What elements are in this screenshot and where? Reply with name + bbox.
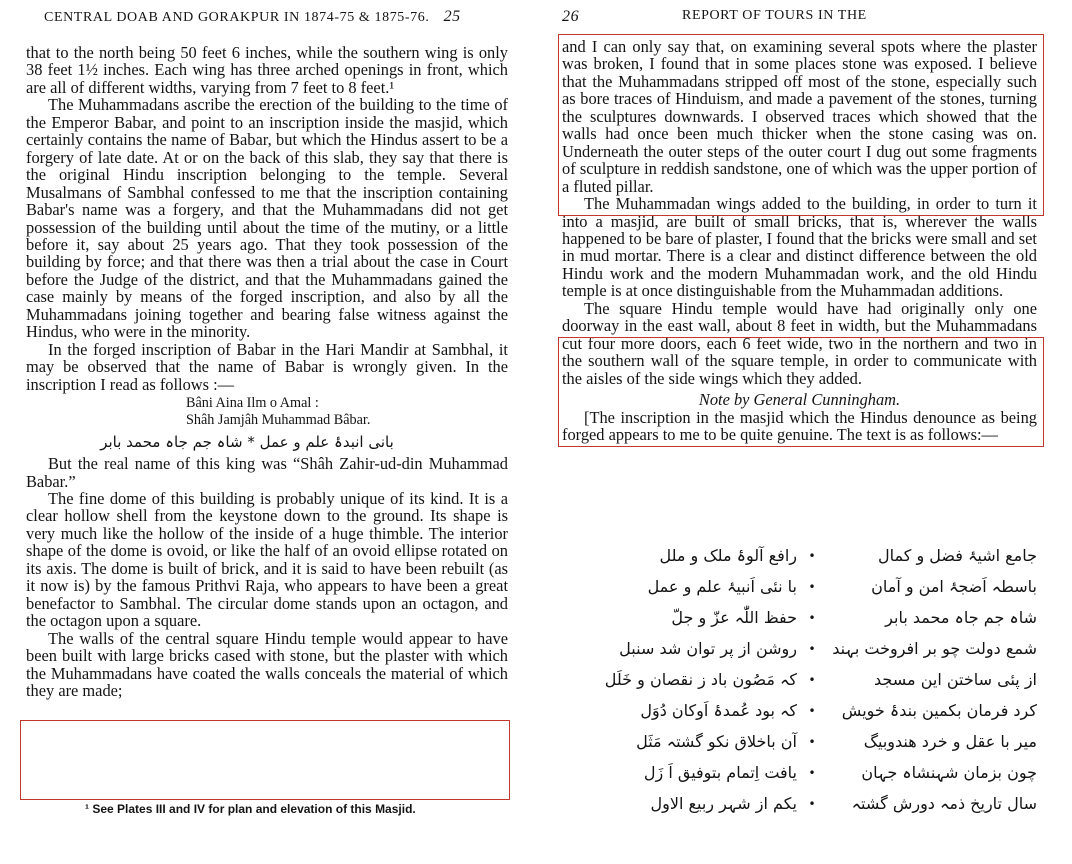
quote-line: Shâh Jamjâh Muhammad Bâbar.	[186, 412, 371, 429]
hemistich: شاہ جم جاہ محمد بابر	[885, 608, 1037, 627]
hemistich: از پئی ساختن این مسجد	[874, 670, 1037, 689]
paragraph: The Muhammadans ascribe the erection of the building to the time of the Emperor Babar, and point to an inscription inside the masjid, which certainly contains the name of Babar, but which the Hindus assert to be a forgery of late date. At or on the back of this slab, they say that there is the original Hindu inscription belonging to the temple. Several Musalmans of Sambhal confessed to me that the inscription containing Babar's name was a forgery, and that the Muhammadans did not get possession of the building until about the time of the mutiny, or a little before it, say about 25 years ago. That they took possession of the building by force; and that there was then a trial about the case in Court before the Judge of the district, and that the Muhammadans gained the case mainly by means of the forged inscription, and also by all the Muhammadans joining together and bearing false witness against the Hindus, who were in the minority.	[26, 95, 508, 342]
paragraph-highlighted: The walls of the central square Hindu temple would appear to have been built with large bricks cased with stone, but the plaster with which the Muhammadans have coated the walls conceals the material of which they are made;	[26, 628, 508, 700]
hemistich: چون بزمان شہنشاہ جہان	[861, 763, 1037, 782]
verse-separator: •	[808, 765, 816, 780]
paragraph: In the forged inscription of Babar in the Hari Mandir at Sambhal, it may be observed that the name of Babar is wrongly given. In the inscription I read as follows :—	[26, 339, 508, 394]
running-header-right	[562, 8, 1037, 26]
verse-separator: •	[808, 610, 816, 625]
header-text: REPORT OF TOURS IN THE	[682, 8, 867, 23]
quote-line: Bâni Aina Ilm o Amal :	[186, 395, 319, 412]
footnote: ¹ See Plates III and IV for plan and elevation of this Masjid.	[85, 802, 416, 816]
right-page	[536, 0, 1072, 864]
hemistich: کہ مَصُون باد ز نقصان و خَلَل	[604, 670, 797, 689]
page-number-right: 26	[562, 8, 580, 25]
verse	[562, 602, 1037, 633]
page-number-left: 25	[443, 8, 461, 25]
hemistich: جامع اشیۂ فضل و کمال	[878, 546, 1037, 565]
highlight-box-right-top	[558, 34, 1044, 216]
verse-separator: •	[808, 703, 816, 718]
note-title: Note by General Cunningham.	[698, 390, 901, 410]
verse	[562, 540, 1037, 571]
hemistich: یافت اِتمام بتوفیق اَ زَل	[643, 763, 797, 782]
verse	[562, 726, 1037, 757]
verse-separator: •	[808, 796, 816, 811]
paragraph: The fine dome of this building is probably unique of its kind. It is a clear hollow shell from the keystone down to the ground. Its shape is very much like the hollow of the inside of a huge thimble. The interior shape of the dome is ovoid, or like the half of an ovoid ellipse rotated on its axis. The dome is built of brick, and it is said to have been rebuilt (as it now is) by the famous Prithvi Raja, who appears to have been a great benefactor to Sambhal. The circular dome stands upon an octagon, and the octagon upon a square.	[26, 488, 508, 631]
running-header-left	[44, 8, 461, 26]
verse	[562, 788, 1037, 819]
transliterated-quote	[26, 395, 508, 429]
highlight-box-right-bottom	[558, 337, 1044, 447]
verse	[562, 633, 1037, 664]
hemistich: کرد فرمان بکمین بندۂ خویش	[841, 701, 1037, 720]
paragraph-highlighted: and I can only say that, on examining several spots where the plaster was broken, I found that in some places stone was exposed. I believe that the Muhammadans stripped off most of the stone, especially such as bore traces of Hinduism, and made a pavement of the stones, turning the sculptures downwards. I observed traces which showed that the walls had once been much thicker when the stone casing was on. Underneath the outer steps of the outer court I dug out some fragments of sculpture in reddish sandstone, one of which was the upper portion of a fluted pillar.	[562, 37, 1037, 196]
hemistich: باسطہ اَضجۂ امن و آمان	[871, 577, 1037, 596]
hemistich: شمع دولت چو بر افروخت بہند	[832, 639, 1037, 658]
hemistich: سال تاریخ ذمہ دورش گشتہ	[851, 794, 1037, 813]
header-text: CENTRAL DOAB AND GORAKPUR IN 1874-75 & 1875-76.	[44, 10, 430, 25]
verse-separator: •	[808, 579, 816, 594]
hemistich: حفظ اللّٰہ عزّ و جلّ	[671, 608, 797, 627]
verse-separator: •	[808, 548, 816, 563]
hemistich: آن باخلاق نکو گشتہ مَثَل	[636, 732, 797, 751]
verse	[562, 571, 1037, 602]
left-body	[26, 44, 508, 699]
verse	[562, 695, 1037, 726]
paragraph-highlighted: The square Hindu temple would have had originally only one doorway in the east wall, about 8 feet in width, but the Muhammadans cut four more doors, each 6 feet wide, two in the northern and two in the southern wall of the square temple, in order to communicate with the aisles of the side wings which they added.	[562, 298, 1037, 388]
paragraph: The Muhammadan wings added to the building, in order to turn it into a masjid, are built of small bricks, that is, wherever the walls happened to be bare of plaster, I found that the bricks were small and set in mud mortar. There is a clear and distinct difference between the old Hindu work and the modern Muhammadan work, and the old Hindu temple is at once distinguishable from the Muhammadan additions.	[562, 194, 1037, 301]
verse	[562, 757, 1037, 788]
hemistich: روشن از پر توان شد سنبل	[619, 639, 797, 658]
verse-separator: •	[808, 734, 816, 749]
hemistich: میر با عقل و خرد ھندوبیگ	[863, 732, 1037, 751]
note-text: [The inscription in the masjid which the Hindus denounce as being forged appears to me to be quite genuine. The text is as follows:—	[562, 407, 1037, 444]
highlight-box-left	[20, 720, 510, 800]
hemistich: با نئی اَنبیۂ علم و عمل	[647, 577, 797, 596]
hemistich: یکم از شہر ربیع الاول	[650, 794, 797, 813]
verse	[562, 664, 1037, 695]
paragraph: that to the north being 50 feet 6 inches, while the southern wing is only 38 feet 1½ inches. Each wing has three arched openings in front, which are all of different widths, varying from 7 feet to 8 feet.¹	[26, 43, 508, 97]
verse-separator: •	[808, 672, 816, 687]
verse-separator: •	[808, 641, 816, 656]
hemistich: کہ بود عُمدۂ اَوکان دُوَل	[640, 701, 797, 720]
persian-inscription	[562, 540, 1037, 819]
paragraph: But the real name of this king was “Shâh Zahir-ud-din Muhammad Babar.”	[26, 454, 508, 491]
hemistich: رافع آلوۂ ملک و ملل	[659, 546, 797, 565]
persian-quote: بانی انبدۂ علم و عمل * شاہ جم جاہ محمد بابر	[100, 433, 394, 452]
